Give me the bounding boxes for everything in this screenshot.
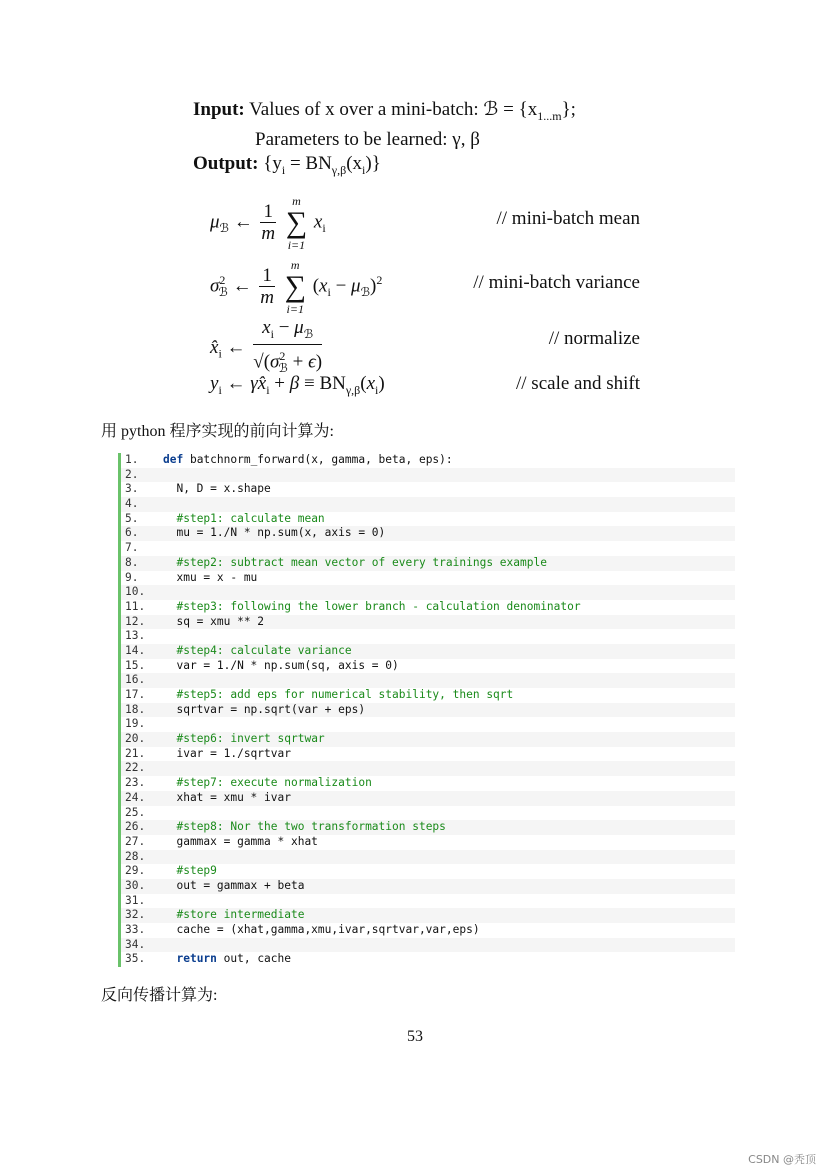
code-line <box>121 629 735 644</box>
line-number: 3. <box>125 482 139 496</box>
line-number: 35. <box>125 952 146 966</box>
code-line <box>121 938 735 953</box>
output-text: {y <box>263 152 282 174</box>
line-number: 23. <box>125 776 146 790</box>
line-number: 5. <box>125 511 139 525</box>
line-number: 33. <box>125 923 146 936</box>
line-number: 1. <box>125 453 139 466</box>
code-text: #step7: execute normalization <box>176 776 372 790</box>
line-number: 8. <box>125 555 139 569</box>
code-text: def batchnorm_forward(x, gamma, beta, eps): <box>163 453 453 466</box>
line-number: 18. <box>125 702 146 716</box>
code-text: out = gammax + beta <box>163 878 305 892</box>
line-number: 34. <box>125 937 146 951</box>
code-line <box>121 659 735 674</box>
code-line <box>121 747 735 762</box>
code-line <box>121 482 735 497</box>
code-line <box>121 717 735 732</box>
code-text: #step6: invert sqrtwar <box>176 732 325 746</box>
code-line <box>121 761 735 776</box>
code-line <box>121 541 735 556</box>
code-line <box>121 835 735 850</box>
line-number: 6. <box>125 526 139 540</box>
equation-scale-shift <box>210 373 640 401</box>
code-line <box>121 468 735 483</box>
output-label: Output: <box>193 152 259 174</box>
input-line <box>193 98 576 128</box>
code-text: mu = 1./N * np.sum(x, axis = 0) <box>163 526 386 540</box>
code-text: var = 1./N * np.sum(sq, axis = 0) <box>163 658 399 672</box>
mean-formula: $\mu_ℬ$ ← $\frac{1}{m}$ m ∑ i=1 $x_i$ <box>210 194 326 252</box>
line-number: 31. <box>125 893 146 907</box>
code-line <box>121 600 735 615</box>
code-line <box>121 453 735 468</box>
code-text: ivar = 1./sqrtvar <box>163 746 291 760</box>
code-line <box>121 952 735 967</box>
line-number: 14. <box>125 643 146 657</box>
input-end: }; <box>561 99 576 120</box>
variance-formula: $\sigma^2_ℬ$ ← $\frac{1}{m}$ m ∑ i=1 $(x_i - \mu_ℬ)^2$ <box>210 258 383 316</box>
line-number: 24. <box>125 790 146 804</box>
algorithm-header <box>193 98 576 182</box>
code-line <box>121 791 735 806</box>
variance-comment: // mini-batch variance <box>473 272 640 293</box>
code-text: xmu = x - mu <box>163 570 258 584</box>
code-text: xhat = xmu * ivar <box>163 790 291 804</box>
line-number: 12. <box>125 614 146 628</box>
code-line <box>121 850 735 865</box>
line-number: 25. <box>125 805 146 819</box>
output-end: (x <box>346 152 363 174</box>
equation-normalize <box>210 317 640 375</box>
line-number: 26. <box>125 820 146 834</box>
code-text: return out, cache <box>176 952 291 966</box>
code-line <box>121 776 735 791</box>
normalize-comment: // normalize <box>548 328 640 349</box>
line-number: 27. <box>125 834 146 848</box>
code-text: #step9 <box>176 864 217 878</box>
normalize-formula: $x̂_i$ ← $\frac{x_i - \mu_ℬ}{√(\sigma^2_ℬ + \epsilon)}$ <box>210 317 323 375</box>
line-number: 22. <box>125 761 146 775</box>
code-line <box>121 512 735 527</box>
code-line <box>121 497 735 512</box>
output-mid: = BN <box>285 152 332 174</box>
line-number: 9. <box>125 570 139 584</box>
line-number: 21. <box>125 746 146 760</box>
code-line <box>121 644 735 659</box>
line-number: 20. <box>125 732 146 746</box>
line-number: 11. <box>125 599 146 613</box>
code-line <box>121 585 735 600</box>
code-block <box>118 453 735 967</box>
scale-shift-formula: $y_i$ ← $\gamma x̂_i + \beta \equiv BN_{\gamma,\beta}(x_i)$ <box>210 373 385 397</box>
code-line <box>121 923 735 938</box>
code-line <box>121 732 735 747</box>
code-text: #store intermediate <box>176 908 305 922</box>
line-number: 17. <box>125 688 146 701</box>
line-number: 15. <box>125 658 146 672</box>
input-label: Input: <box>193 99 245 120</box>
code-line <box>121 879 735 894</box>
code-text: sq = xmu ** 2 <box>163 614 265 628</box>
code-line <box>121 688 735 703</box>
code-line <box>121 615 735 630</box>
code-text: sqrtvar = np.sqrt(var + eps) <box>163 702 366 716</box>
line-number: 30. <box>125 878 146 892</box>
code-text: #step4: calculate variance <box>176 643 352 657</box>
code-line <box>121 703 735 718</box>
code-text: #step2: subtract mean vector of every trainings example <box>176 555 547 569</box>
output-close: )} <box>365 152 381 174</box>
input-sub: 1...m <box>537 108 562 123</box>
code-text: #step1: calculate mean <box>176 511 325 525</box>
code-text: cache = (xhat,gamma,xmu,ivar,sqrtvar,var,eps) <box>163 923 480 936</box>
output-end-sub: i <box>362 162 366 177</box>
code-line <box>121 571 735 586</box>
mean-comment: // mini-batch mean <box>496 208 640 229</box>
line-number: 4. <box>125 497 139 511</box>
params-line: Parameters to be learned: γ, β <box>255 128 480 150</box>
code-line <box>121 556 735 571</box>
code-text: #step3: following the lower branch - calculation denominator <box>176 599 581 613</box>
watermark: CSDN @秃顶 <box>748 1153 816 1166</box>
output-sub: i <box>281 162 286 177</box>
line-number: 19. <box>125 717 146 731</box>
code-line <box>121 908 735 923</box>
equation-mean <box>210 192 640 252</box>
page-number: 53 <box>407 1028 423 1045</box>
code-text: gammax = gamma * xhat <box>163 834 318 848</box>
equation-variance <box>210 256 640 316</box>
code-text: #step5: add eps for numerical stability, then sqrt <box>176 688 514 701</box>
line-number: 2. <box>125 467 139 481</box>
code-line <box>121 806 735 821</box>
line-number: 28. <box>125 849 146 863</box>
code-text: N, D = x.shape <box>163 482 271 496</box>
line-number: 13. <box>125 629 146 643</box>
line-number: 32. <box>125 908 146 922</box>
line-number: 7. <box>125 541 139 555</box>
scale-shift-comment: // scale and shift <box>516 373 640 394</box>
code-line <box>121 673 735 688</box>
code-line <box>121 820 735 835</box>
input-text: Values of x over a mini-batch: ℬ = {x <box>249 99 538 120</box>
line-number: 10. <box>125 585 146 599</box>
line-number: 29. <box>125 864 146 878</box>
code-line <box>121 526 735 541</box>
intro-paragraph: 用 python 程序实现的前向计算为: <box>101 423 334 440</box>
code-line <box>121 894 735 909</box>
line-number: 16. <box>125 673 146 687</box>
code-line <box>121 864 735 879</box>
outro-paragraph: 反向传播计算为: <box>101 987 218 1004</box>
code-text: #step8: Nor the two transformation steps <box>176 820 446 834</box>
output-sub2: γ,β <box>331 162 347 177</box>
output-line <box>193 152 576 182</box>
